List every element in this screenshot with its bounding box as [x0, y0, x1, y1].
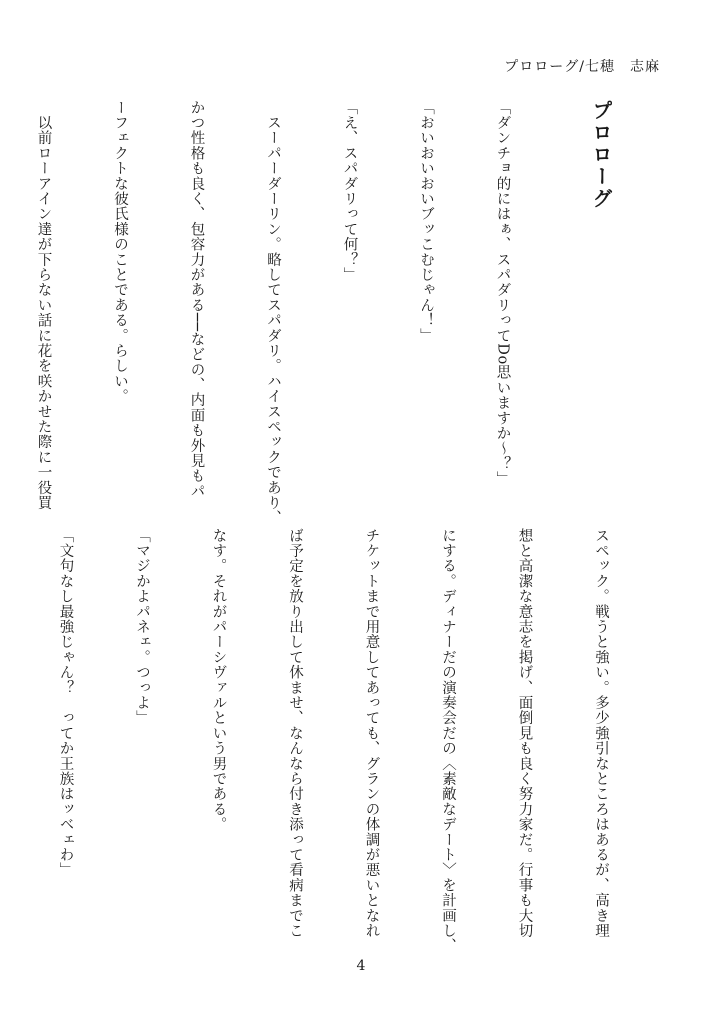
- text-line: 以前ローアイン達が下らない話に花を咲かせた際に一役買: [35, 100, 52, 511]
- text-line: スーパーダーリン。略してスパダリ。ハイスペックであり、: [265, 100, 281, 526]
- text-line: 「マジかよパネェ。つっよ」: [134, 528, 150, 726]
- text-line: ば予定を放り出して休ませ、なんなら付き添って看病までこ: [287, 528, 303, 939]
- text-line: [0, 528, 1, 928]
- chapter-title: プロローグ: [589, 100, 613, 210]
- page-number: 4: [356, 958, 366, 974]
- text-line: 想と高潔な意志を掲げ、面倒見も良く努力家だ。行事も大切: [516, 528, 533, 939]
- text-line: 「おいおいおいブッこむじゃん！」: [418, 100, 434, 344]
- text-line: なす。それがパーシヴァルという男である。: [210, 528, 227, 832]
- text-line: チケットまで用意してあっても、グランの体調が悪いとなれ: [363, 528, 380, 939]
- text-line: 「文句なし最強じゃん？ ってか王族はッベェわ」: [57, 528, 74, 878]
- upper-text-block: [35, 100, 664, 526]
- running-header: プロローグ/七穂 志麻: [504, 59, 660, 75]
- text-line: かつ性格も良く、包容力がある──などの、内面も外見もパ: [188, 100, 205, 499]
- text-line: ーフェクトな彼氏様のことである。らしい。: [112, 100, 128, 404]
- text-line: にする。ディナーだの演奏会だの〈素敵なデート〉を計画し、: [440, 528, 456, 954]
- text-line: 「ダンチョ的にはぁ、スパダリってDo思いますか〜？」: [494, 100, 511, 487]
- lower-text-block: [57, 528, 664, 954]
- text-line: スペック。戦うと強い。多少強引なところはあるが、高き理: [593, 528, 609, 939]
- text-line: 「え、スパダリって何？」: [341, 100, 358, 283]
